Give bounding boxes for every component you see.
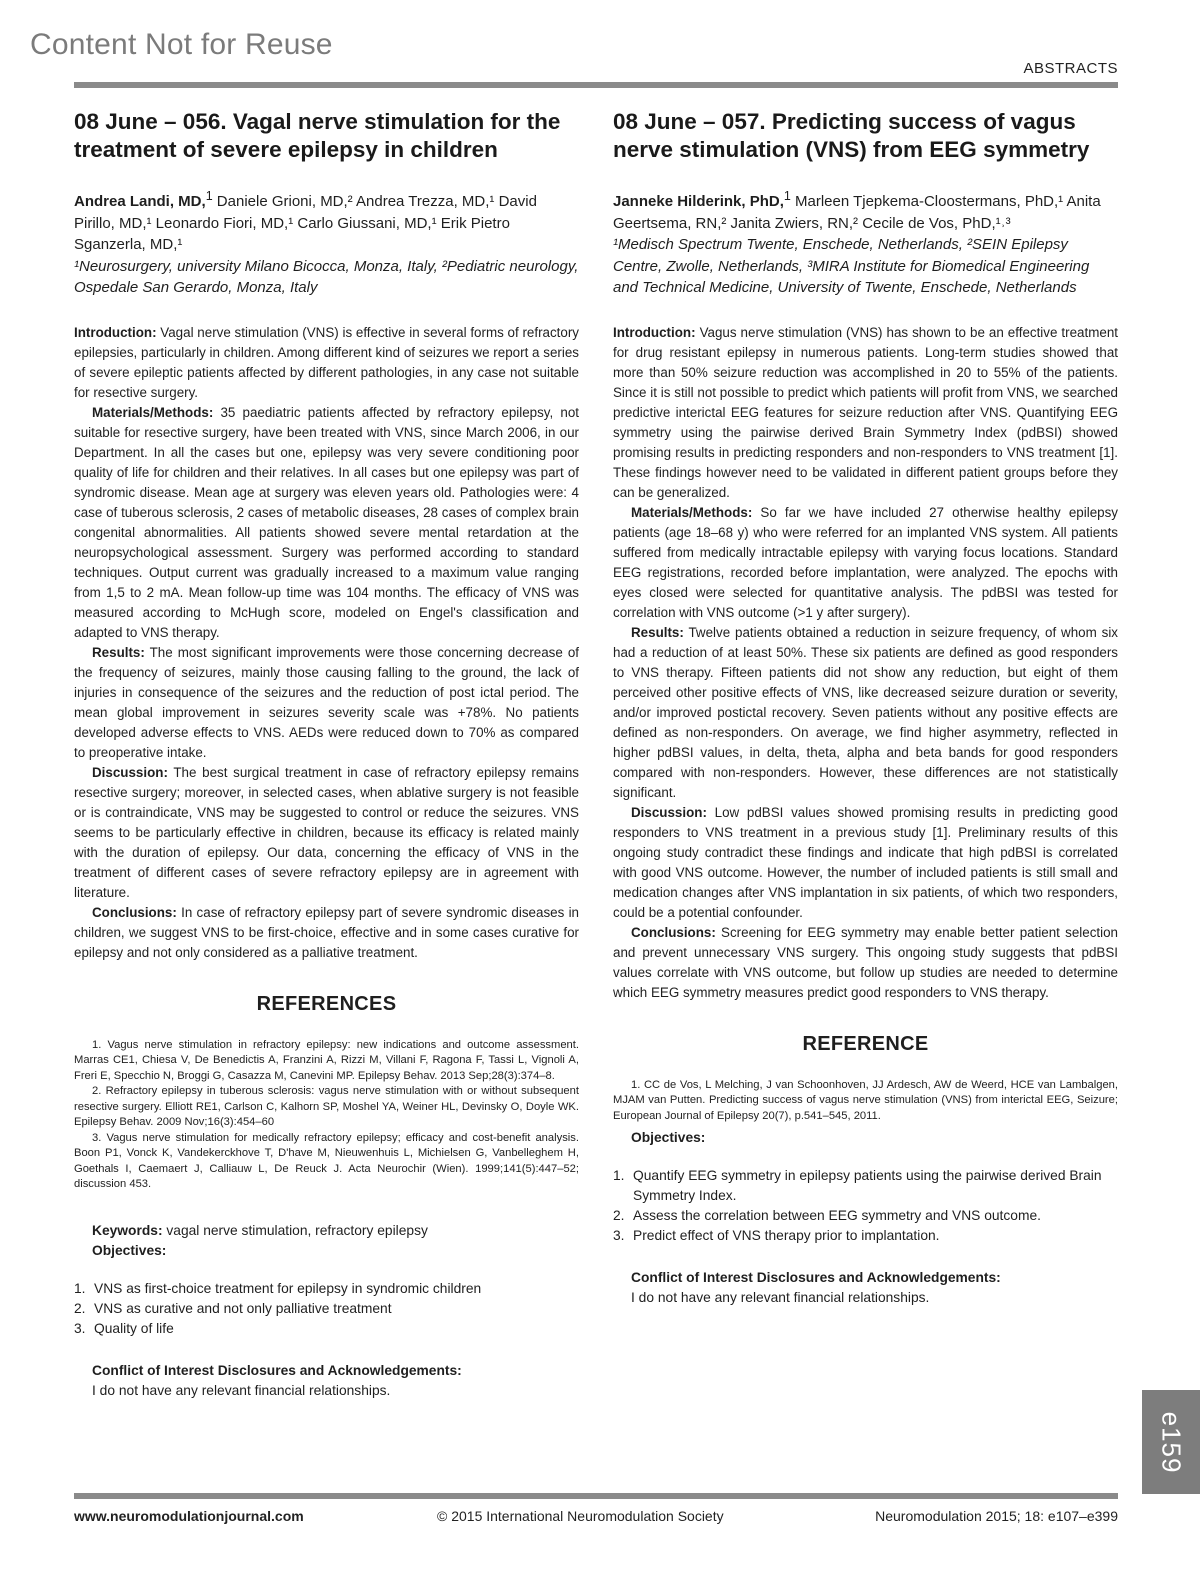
- paragraph-discussion: [74, 763, 579, 903]
- page-number-tab: [1142, 1390, 1200, 1494]
- paragraph-introduction: [74, 323, 579, 403]
- reference-item: 2. Refractory epilepsy in tuberous sclerosis: vagus nerve stimulation with or without subsequent resective surgery. Elliott RE1, Carlson C, Kalhorn SP, Moshel YA, Weiner HL, Devinsky O, Doyle WK. Epilepsy Behav. 2009 Nov;16(3):454–60: [74, 1085, 579, 1128]
- other-authors: Marleen Tjepkema-Cloostermans, PhD,¹ Anita Geertsema, RN,² Janita Zwiers, RN,² Cecile de Vos, PhD,¹˒³: [613, 193, 1101, 232]
- author-list: [613, 186, 1118, 234]
- footer-citation: Neuromodulation 2015; 18: e107–e399: [875, 1508, 1118, 1524]
- abstract-title: 08 June – 057. Predicting success of vagus nerve stimulation (VNS) from EEG symmetry: [613, 109, 1090, 162]
- paragraph-label: Materials/Methods:: [631, 504, 753, 520]
- objective-number: 1.: [74, 1280, 86, 1296]
- paragraph-label: Introduction:: [613, 324, 696, 340]
- left-abstract: [74, 108, 579, 1401]
- keywords-label: Keywords:: [92, 1222, 163, 1238]
- objective-item: [74, 1319, 579, 1339]
- paragraph-label: Results:: [92, 644, 145, 660]
- paragraph-introduction: [613, 323, 1118, 503]
- paragraph-text: 35 paediatric patients affected by refractory epilepsy, not suitable for resective surgery, have been treated with VNS, since March 2006, in our Department. In all the cases but one, epilepsy was very severe conditioning poor quality of life for children and their relatives. In all cases but one epilepsy was part of syndromic disease. Mean age at surgery was eleven years old. Pathologies were: 4 case of tuberous sclerosis, 2 cases of metabolic diseases, 28 cases of complex brain congenital abnormalities. All patients showed severe mental retardation at the neuropsychological assessment. Surgery was performed according to standard techniques. Output current was gradually increased to a maximum value ranging from 1,5 to 2 mA. Mean follow-up time was 104 months. The efficacy of VNS was measured according to McHugh score, modeled on Engel's classification and adapted to VNS therapy.: [74, 404, 579, 640]
- coi-text: I do not have any relevant financial relationships.: [631, 1290, 930, 1305]
- objectives-list: [613, 1166, 1118, 1246]
- paragraph-discussion: [613, 803, 1118, 923]
- keywords-text: vagal nerve stimulation, refractory epilepsy: [162, 1222, 428, 1238]
- paragraph-text: Vagus nerve stimulation (VNS) has shown to be an effective treatment for drug resistant epilepsy in numerous patients. Long-term studies showed that more than 50% seizure reduction was accomplished in 20 to 55% of the patients. Since it is still not possible to predict which patients will profit from VNS, we searched predictive interictal EEG features for seizure reduction after VNS. Quantifying EEG symmetry using the pairwise derived Brain Symmetry Index (pdBSI) showed promising results in predicting responders and non-responders to VNS treatment [1]. These findings however need to be validated in different patient groups before they can be generalized.: [613, 324, 1118, 500]
- paragraph-text: So far we have included 27 otherwise healthy epilepsy patients (age 18–68 y) who were referred for an implanted VNS system. All patients suffered from medically intractable epilepsy with varying focus locations. Standard EEG registrations, recorded before implantation, were analyzed. The epochs with eyes closed were selected for quantitative analysis. The pdBSI was tested for correlation with VNS outcome (>1 y after surgery).: [613, 504, 1118, 620]
- paragraph-label: Introduction:: [74, 324, 157, 340]
- references-heading: REFERENCES: [256, 992, 397, 1015]
- objective-item: [613, 1226, 1118, 1246]
- paragraph-label: Conclusions:: [631, 924, 716, 940]
- footer-copyright: © 2015 International Neuromodulation Society: [437, 1508, 724, 1524]
- coi-heading: Conflict of Interest Disclosures and Acknowledgements:: [92, 1362, 462, 1378]
- lead-author: Janneke Hilderink, PhD,: [613, 193, 784, 210]
- paragraph-text: Screening for EEG symmetry may enable better patient selection and prevent unnecessary VNS surgery. This ongoing study suggests that pdBSI values correlate with VNS outcome, but follow up studies are needed to determine which EEG symmetry measures predict good responders to VNS therapy.: [613, 924, 1118, 1000]
- watermark: Content Not for Reuse: [30, 28, 333, 61]
- reference-list: [74, 1038, 579, 1193]
- references-heading: REFERENCE: [802, 1032, 929, 1055]
- objective-number: 2.: [613, 1208, 625, 1223]
- lead-author-sup: 1: [205, 189, 213, 203]
- paragraph-label: Conclusions:: [92, 904, 177, 920]
- objective-item: [613, 1166, 1118, 1206]
- objective-number: 1.: [613, 1168, 625, 1183]
- footer-website-link[interactable]: www.neuromodulationjournal.com: [74, 1508, 304, 1524]
- paragraph-text: In case of refractory epilepsy part of severe syndromic diseases in children, we suggest VNS to be first-choice, effective and in some cases curative for epilepsy and not only considered as a palliative treatment.: [74, 904, 579, 960]
- paragraph-results: [613, 623, 1118, 803]
- lead-author: Andrea Landi, MD,: [74, 193, 206, 210]
- reference-item: 3. Vagus nerve stimulation for medically refractory epilepsy; efficacy and cost-benefit analysis. Boon P1, Vonck K, Vandekerckhove T, D'have M, Nieuwenhuis L, Michielsen G, Vanbelleghem H, Goethals I, Caemaert J, Calliauw L, De Reuck J. Acta Neurochir (Wien). 1999;141(5):447–52; discussion 453.: [74, 1131, 579, 1190]
- abstract-body: [74, 323, 579, 963]
- paragraph-label: Discussion:: [92, 764, 168, 780]
- objective-text: Predict effect of VNS therapy prior to implantation.: [633, 1228, 940, 1243]
- affiliations: ¹Neurosurgery, university Milano Bicocca, Monza, Italy, ²Pediatric neurology, Ospedale San Gerardo, Monza, Italy: [74, 257, 579, 296]
- objective-text: VNS as curative and not only palliative treatment: [94, 1300, 392, 1316]
- paragraph-conclusions: [613, 923, 1118, 1003]
- abstract-body: [613, 323, 1118, 1003]
- paragraph-text: Low pdBSI values showed promising results in predicting good responders to VNS treatment in a previous study [1]. Preliminary results of this ongoing study contradict these findings and indicate that high pdBSI is correlated with good VNS outcome. However, the number of included patients is still small and medication changes after VNS implantation in six patients, of which two responders, could be a potential confounder.: [613, 804, 1118, 920]
- paragraph-text: Twelve patients obtained a reduction in seizure frequency, of whom six had a reduction of at least 50%. These six patients are defined as good responders to VNS therapy. Fifteen patients did not show any reduction, but eight of them perceived other positive effects of VNS, like decreased seizure duration or severity, and/or improved postictal recovery. Seven patients without any positive effects are defined as non-responders. On average, we find higher asymmetry, reflected in higher pdBSI values, in delta, theta, alpha and beta bands for good responders compared with non-responders. However, these differences are not statistically significant.: [613, 624, 1118, 800]
- keywords: [74, 1221, 579, 1241]
- objective-text: VNS as first-choice treatment for epilepsy in syndromic children: [94, 1280, 482, 1296]
- coi-heading: Conflict of Interest Disclosures and Acknowledgements:: [631, 1270, 1001, 1285]
- objective-item: [74, 1279, 579, 1299]
- affiliations: ¹Medisch Spectrum Twente, Enschede, Netherlands, ²SEIN Epilepsy Centre, Zwolle, Netherlands, ³MIRA Institute for Biomedical Engineering and Technical Medicine, University of Twente, Enschede, Netherlands: [613, 236, 1090, 296]
- reference-item: 1. Vagus nerve stimulation in refractory epilepsy: new indications and outcome assessment. Marras CE1, Chiesa V, De Benedictis A, Franzini A, Rizzi M, Villani F, Ragona F, Tassi L, Vignoli A, Freri E, Specchio N, Broggi G, Casazza M, Canevini MP. Epilepsy Behav. 2013 Sep;28(3):374–8.: [74, 1038, 579, 1082]
- page-footer: [74, 1508, 1118, 1528]
- page-number: e159: [1156, 1411, 1187, 1473]
- objectives-label: Objectives:: [92, 1242, 167, 1258]
- objective-number: 3.: [74, 1320, 86, 1336]
- paragraph-methods: [613, 503, 1118, 623]
- top-rule: [74, 82, 1118, 88]
- paragraph-label: Materials/Methods:: [92, 404, 214, 420]
- objectives-list: [74, 1279, 579, 1339]
- paragraph-methods: [74, 403, 579, 643]
- author-list: [74, 186, 579, 256]
- paragraph-text: The best surgical treatment in case of refractory epilepsy remains resective surgery; moreover, in selected cases, when ablative surgery is not feasible or is contraindicate, VNS may be suggested to control or reduce the seizures. VNS seems to be particularly effective in children, because its efficacy is related mainly with the duration of epilepsy. Our data, concerning the efficacy of VNS in the treatment of different cases of severe refractory epilepsy are in agreement with literature.: [74, 764, 579, 900]
- lead-author-sup: 1: [783, 189, 791, 203]
- reference-item: 1. CC de Vos, L Melching, J van Schoonhoven, JJ Ardesch, AW de Weerd, HCE van Lambalgen, MJAM van Putten. Predicting success of vagus nerve stimulation (VNS) from interictal EEG, Seizure; European Journal of Epilepsy 20(7), p.541–545, 2011.: [613, 1078, 1118, 1122]
- other-authors: Daniele Grioni, MD,² Andrea Trezza, MD,¹ David Pirillo, MD,¹ Leonardo Fiori, MD,¹ Carlo Giussani, MD,¹ Erik Pietro Sganzerla, MD,¹: [74, 193, 537, 253]
- objectives-label: Objectives:: [631, 1130, 706, 1145]
- paragraph-label: Results:: [631, 624, 684, 640]
- paragraph-text: The most significant improvements were those concerning decrease of the frequency of seizures, mainly those causing falling to the ground, the lack of injuries in consequence of the seizures and the reduction of post ictal period. The mean global improvement in seizures severity scale was +78%. No patients developed adverse effects to VNS. AEDs were reduced down to 70% as compared to preoperative intake.: [74, 644, 579, 760]
- paragraph-conclusions: [74, 903, 579, 963]
- paragraph-label: Discussion:: [631, 804, 707, 820]
- right-abstract: [613, 108, 1118, 1308]
- bottom-rule: [74, 1493, 1118, 1499]
- paragraph-results: [74, 643, 579, 763]
- coi-text: I do not have any relevant financial relationships.: [92, 1382, 391, 1398]
- paragraph-text: Vagal nerve stimulation (VNS) is effective in several forms of refractory epilepsies, particularly in children. Among different kind of seizures we report a series of severe epileptic patients affected by different pathologies, in any case not suitable for resective surgery.: [74, 324, 579, 400]
- objective-item: [613, 1206, 1118, 1226]
- objective-number: 3.: [613, 1228, 625, 1243]
- objective-text: Quantify EEG symmetry in epilepsy patients using the pairwise derived Brain Symmetry Index.: [633, 1168, 1102, 1203]
- objective-text: Assess the correlation between EEG symmetry and VNS outcome.: [633, 1208, 1041, 1223]
- section-label: ABSTRACTS: [1023, 60, 1118, 77]
- abstract-title: 08 June – 056. Vagal nerve stimulation for the treatment of severe epilepsy in children: [74, 109, 561, 162]
- reference-list: [613, 1078, 1118, 1125]
- objective-number: 2.: [74, 1300, 86, 1316]
- objective-text: Quality of life: [94, 1320, 174, 1336]
- objective-item: [74, 1299, 579, 1319]
